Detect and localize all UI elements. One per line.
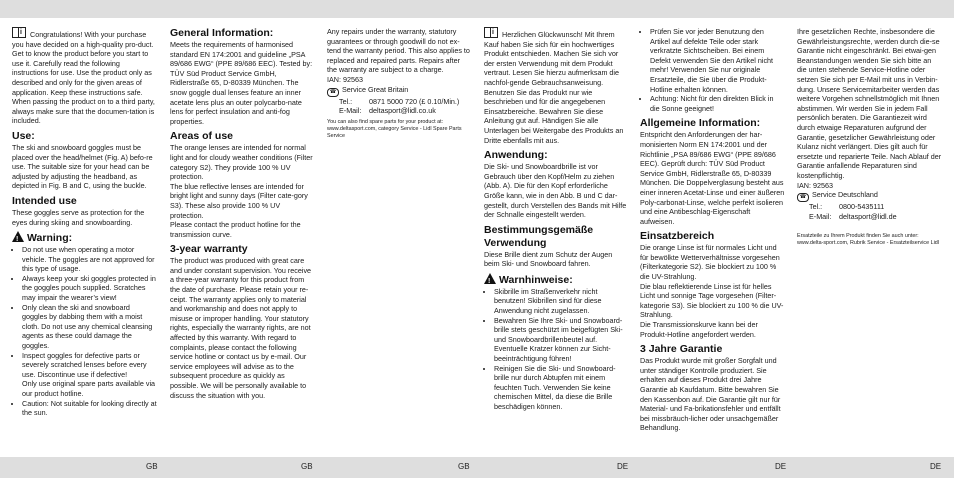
garantie-continued-text: Ihre gesetzlichen Rechte, insbesondere die Gewährleistungsrechte, werden durch die-se Garantie nicht eingeschränkt. Bei etwai-gen Beanstandungen wenden Sie sich bitte an die unten stehende Service-Hotline oder setzen Sie sich per E-Mail mit uns in Verbin-dung. Unsere Servicemitarbeiter werden das weitere Vorgehen schnellstmöglich mit Ihnen abstimmen. Wir werden Sie in jedem Fall persönlich beraten. Die Garantiezeit wird durch etwaige Reparaturen aufgrund der Garantie, gesetzlicher Gewährleistung oder Kulanz nicht verlängert. Dies gilt auch für ersetzte und reparierte Teile. Nach Ablauf der Garantie anfallende Reparaturen sind kostenpflichtig. [797, 27, 942, 180]
bestimmung-text: Diese Brille dient zum Schutz der Augen beim Ski- und Snowboard fahren. [484, 249, 613, 269]
service-tel: Tel.: 0800-5435111 [809, 202, 885, 212]
ian-number: IAN: 92563 [797, 180, 833, 190]
page-language-label: GB [301, 462, 313, 471]
general-info-heading: General Information: [170, 27, 274, 39]
garantie-text: Das Produkt wurde mit großer Sorgfalt und unter ständiger Kontrolle produziert. Sie erhalten auf dieses Produkt drei Jahre Garantie ab Kaufdatum. Bitte bewahren Sie den Kassenbon auf. Die Garantie gilt nur für Material- und Fa-brikationsfehler und entfällt bei missbräuch-licher oder unsachgemäßer Behandlung. [640, 356, 781, 433]
warranty-text: The product was produced with great care and under constant supervision. You receive a three-year warranty for this product from the date of purchase. Please retain your re-ceipt. The warranty applies only to material and workmanship and does not apply to misuse or improper handling. Your statutory rights, especially the warranty rights, are not affected by this warranty. With regard to complaints, please contact the following service hotline or contact us by e-mail. Our service employees will advise as to the subsequent procedure as quickly as possible. We will be personally available to discuss the situation with you. [170, 256, 312, 400]
allgemeine-info-text: Entspricht den Anforderungen der har-monisierten Norm EN 174:2001 und der Richtlinie „PSA 89/686 EWG“ (PPE 89/686 EEC). Geprüft durch: TÜV Süd Product Service GmbH, Ridlerstraße 65, D-80339 München. Die Doppelverglasung besteht aus einer inneren Acetat-Linse und einer äußeren Poly-carbonat-Linse, welche perfekt isolieren und eine Antibeschlag-Eigenschaft aufweisen. [640, 130, 785, 226]
areas-text-3: Please contact the product hotline for the transmission curve. [170, 220, 301, 239]
column-6 [797, 27, 942, 247]
list-item: • Achtung: Nicht für den direkten Blick in die Sonne geeignet! [650, 94, 785, 113]
areas-text-2: The blue reflective lenses are intended for bright light and sunny days (Filter cate-gory S3). These also provide 100 % UV protection. [170, 181, 308, 220]
column-5 [640, 27, 785, 433]
bestimmung-heading: Bestimmungsgemäße Verwendung [484, 223, 594, 249]
page-language-label: DE [617, 462, 629, 471]
column-3 [327, 27, 472, 140]
intended-use-heading: Intended use [12, 194, 77, 207]
service-email: E-Mail: deltasport@lidl.co.uk [339, 106, 436, 116]
areas-of-use-heading: Areas of use [170, 130, 234, 143]
warnhinweise-heading: !Warnhinweise: [484, 273, 627, 287]
warning-triangle-icon [484, 273, 496, 284]
list-item: • Inspect goggles for defective parts or severely scratched lenses before every use. Discontinue use if defective! Only use original spare parts available via our product hotline. [22, 351, 157, 399]
garantie-heading: 3 Jahre Garantie [640, 343, 723, 356]
warnhinweise-list [484, 287, 627, 412]
service-email: E-Mail: deltasport@lidl.de [809, 211, 897, 221]
areas-text-1: The orange lenses are intended for normal light and for cloudy weather conditions (Filter category S2). They provide 100 % UV protection. [170, 143, 313, 182]
warning-triangle-icon [12, 231, 24, 242]
warning-list [12, 245, 157, 418]
einsatzbereich-text-2: Die blau reflektierende Linse ist für helles Licht und sonnige Tage vorgesehen (Filter-kategorie S3). Sie blockiert zu 100 % die UV-Strahlung. [640, 281, 784, 320]
list-item: • Bewahren Sie Ihre Ski- und Snowboard-brille stets geschützt im beigefügten Ski- und Snowboardbrillenbeutel auf. Eventuelle Kratzer können zur Sicht-beeinträchtigung führen! [494, 316, 627, 364]
list-item: • Reinigen Sie die Ski- und Snowboard-brille nur durch Abtupfen mit einem feuchten Tuch. Verwenden Sie keine chemischen Mittel, da diese die Brille beschädigen können. [494, 364, 627, 412]
intro-paragraph: i Congratulations! With your purchase you have decided on a high-quality pro-duct. Get to know the product before you start to use it. Carefully read the following instructions for use. Use the product only as described and only for the given areas of application. Keep these instructions safe. When passing the product on to a third party, always make sure that the documen-tation is included. [12, 29, 155, 126]
service-title: ☎ Service Deutschland [797, 190, 942, 202]
list-item: • Skibrille im Straßenverkehr nicht benutzen! Skibrillen sind für diese Anwendung nicht zugelassen. [494, 287, 627, 316]
list-item: • Prüfen Sie vor jeder Benutzung den Artikel auf defekte Teile oder stark verkratzte Sichtscheiben. Bei einem Defekt verwenden Sie den Artikel nicht mehr! Verwenden Sie nur originale Ersatzteile, die Sie über die Produkt-Hotline erhalten können. [650, 27, 785, 94]
book-icon: i [12, 27, 26, 38]
use-text: The ski and snowboard goggles must be placed over the head/helmet (Fig. A) befo-re use. The suitable size for your head can be adjusted by adjusting the headband, as depicted in Fig. B and C, using the buckle. [12, 142, 153, 191]
ian-number: IAN: 92563 [327, 74, 363, 84]
general-info-text: Meets the requirements of harmonised standard EN 174:2001 and guideline „PSA 89/686 EWG“ (PPE 89/686 EEC). Tested by: TÜV Süd Product Service GmbH, Ridlerstraße 65, D-80339 München. The snow goggle dual lenses feature an inner acetate lens plus an outer polycarbo-nate lens for perfect insulation and anti-fog properties. [170, 40, 313, 126]
phone-icon: ☎ [797, 193, 809, 202]
column-4 [484, 27, 627, 412]
page-language-label: GB [458, 462, 470, 471]
service-tel: Tel.: 0871 5000 720 (£ 0.10/Min.) [339, 96, 460, 106]
column-2 [170, 27, 315, 400]
page-language-label: DE [775, 462, 787, 471]
intro-paragraph-de: i Herzlichen Glückwunsch! Mit Ihrem Kauf haben Sie sich für ein hochwertiges Produkt entschieden. Machen Sie sich vor der ersten Verwendung mit dem Produkt vertraut. Lesen Sie hierzu aufmerksam die nachfol-gende Gebrauchsanweisung. Benutzen Sie das Produkt nur wie beschrieben und für die angegebenen Einsatzbereiche. Bewahren Sie diese Anleitung gut auf. Händigen Sie alle Unterlagen bei Weitergabe des Produkts an Dritte ebenfalls mit aus. [484, 29, 624, 145]
einsatzbereich-text-3: Die Transmissionskurve kann bei der Produkt-Hotline angefordert werden. [640, 320, 758, 339]
anwendung-heading: Anwendung: [484, 149, 548, 162]
spare-parts-note: You can also find spare parts for your product at: www.deltasport.com, category Service - Lidl Spare Parts Service [327, 118, 462, 139]
list-item: • Do not use when operating a motor vehicle. The goggles are not approved for this type of usage. [22, 245, 157, 274]
page-language-label: DE [930, 462, 942, 471]
service-title: ☎ Service Great Britain [327, 85, 472, 97]
warranty-continued-text: Any repairs under the warranty, statutory guarantees or through goodwill do not ex-tend the warranty period. This also applies to replaced and repaired parts. Repairs after the warranty are subject to a charge. [327, 27, 470, 75]
bottom-bar [0, 457, 954, 478]
warning-heading: !Warning: [12, 231, 157, 245]
list-item: • Only clean the ski and snowboard goggles by dabbing them with a moist cloth. Do not use any chemical cleansing agents as these could damage the goggles. [22, 303, 157, 351]
einsatzbereich-heading: Einsatzbereich [640, 230, 715, 243]
allgemeine-info-heading: Allgemeine Information: [640, 117, 761, 130]
warranty-heading: 3-year warranty [170, 243, 248, 256]
spare-parts-note: Ersatzteile zu Ihrem Produkt finden Sie auch unter: www.delta-sport.com, Rubrik Service - Ersatzteilservice Lidl [797, 233, 939, 247]
phone-icon: ☎ [327, 88, 339, 97]
warnhinweise-list-continued [640, 27, 785, 113]
list-item: • Caution: Not suitable for looking directly at the sun. [22, 399, 157, 418]
book-icon: i [484, 27, 498, 38]
anwendung-text: Die Ski- und Snowboardbrille ist vor Gebrauch über den Kopf/Helm zu ziehen (Abb. A). Die für den Kopf erforderliche Größe kann, wie in den Abb. B und C dar-gestellt, durch Verstellen des Bands mit Hilfe der Schnalle eingestellt werden. [484, 162, 627, 220]
page-language-label: GB [146, 462, 158, 471]
intended-use-text: These goggles serve as protection for the eyes during skiing and snowboarding. [12, 207, 145, 227]
use-heading: Use: [12, 129, 35, 142]
column-1 [12, 27, 157, 418]
einsatzbereich-text-1: Die orange Linse ist für normales Licht und für bewölkte Wetterverhältnisse vorgesehen (Filterkategorie S2). Sie blockiert zu 100 % die UV-Strahlung. [640, 243, 780, 282]
list-item: • Always keep your ski goggles protected in the goggles pouch supplied. Scratches may impair the wearer’s view! [22, 274, 157, 303]
top-bar [0, 0, 954, 18]
